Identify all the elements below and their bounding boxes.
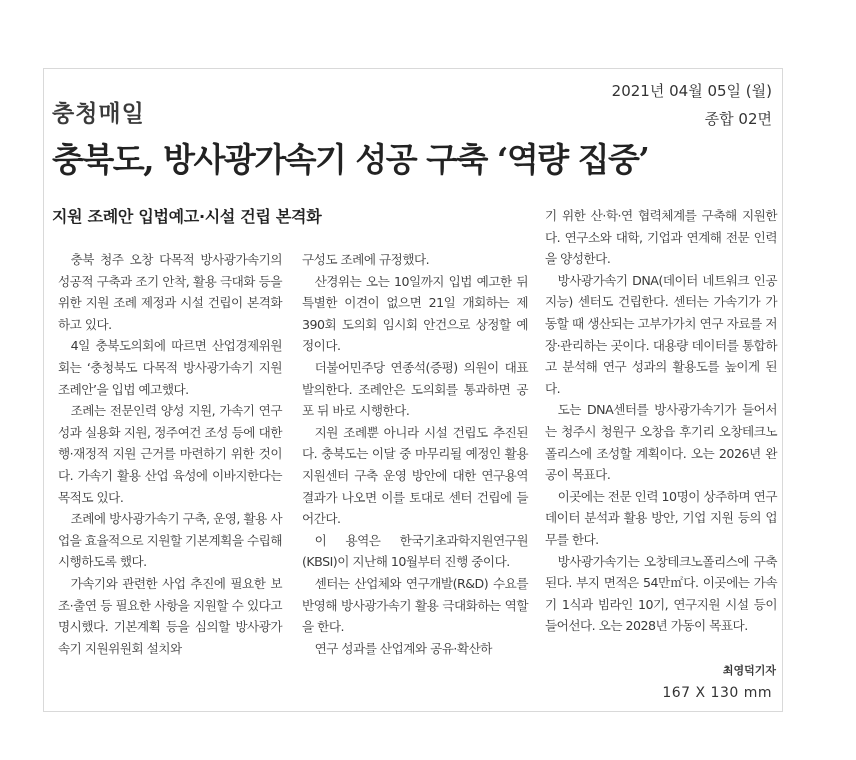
- newspaper-logo: 충청매일: [52, 100, 145, 127]
- page-section: 종합 02면: [704, 110, 772, 128]
- paragraph: 방사광가속기 DNA(데이터 네트워크 인공지능) 센터도 건립한다. 센터는 가속기가 가동할 때 생산되는 고부가가치 연구 자료를 저장·관리하는 곳이다. 대용량 데이터를 통합하고 분석해 연구 성과의 활용도를 높이게 된다.: [545, 272, 777, 396]
- paragraph: 산경위는 오는 10일까지 입법 예고한 뒤 특별한 이견이 없으면 21일 개회하는 제390회 도의회 임시회 안건으로 상정할 예정이다.: [302, 273, 528, 354]
- paragraph: 지원 조례뿐 아니라 시설 건립도 추진된다. 충북도는 이달 중 마무리될 예정인 활용지원센터 구축 운영 방안에 대한 연구용역 결과가 나오면 이를 토대로 센터 건립에 들어간다.: [302, 424, 528, 527]
- paragraph: 충북 청주 오창 다목적 방사광가속기의 성공적 구축과 조기 안착, 활용 극대화 등을 위한 지원 조례 제정과 시설 건립이 본격화하고 있다.: [58, 252, 282, 332]
- paragraph: 센터는 산업체와 연구개발(R&D) 수요를 반영해 방사광가속기 활용 극대화하는 역할을 한다.: [302, 575, 528, 635]
- subheadline: 지원 조례안 입법예고·시설 건립 본격화: [52, 207, 322, 226]
- article-column-2: [302, 249, 528, 659]
- paragraph: 이곳에는 전문 인력 10명이 상주하며 연구 데이터 분석과 활용 방안, 기업 지원 등의 업무를 한다.: [545, 488, 777, 547]
- article-column-1: [58, 249, 282, 659]
- paragraph: 조례에 방사광가속기 구축, 운영, 활용 사업을 효율적으로 지원할 기본계획을 수립해 시행하도록 했다.: [58, 511, 282, 570]
- clip-size: 167 X 130 mm: [662, 685, 772, 701]
- paragraph: 이 용역은 한국기초과학지원연구원(KBSI)이 지난해 10월부터 진행 중이다.: [302, 532, 528, 570]
- headline: 충북도, 방사광가속기 성공 구축 ‘역량 집중’: [52, 140, 649, 179]
- article-column-3: [545, 205, 777, 637]
- paragraph: 가속기와 관련한 사업 추진에 필요한 보조·출연 등 필요한 사항을 지원할 수 있다고 명시했다. 기본계획 등을 심의할 방사광가속기 지원위원회 설치와: [58, 575, 282, 656]
- paragraph: 방사광가속기는 오창테크노폴리스에 구축된다. 부지 면적은 54만㎡다. 이곳에는 가속기 1식과 빔라인 10기, 연구지원 시설 등이 들어선다. 오는 2028년 가동이 목표다.: [545, 553, 777, 634]
- paragraph: 조례는 전문인력 양성 지원, 가속기 연구성과 실용화 지원, 정주여건 조성 등에 대한 행·재정적 지원 근거를 마련하기 위한 것이다. 가속기 활용 산업 육성에 이바지한다는 목적도 있다.: [58, 403, 282, 505]
- paragraph: 4일 충북도의회에 따르면 산업경제위원회는 ‘충청북도 다목적 방사광가속기 지원 조례안’을 입법 예고했다.: [58, 338, 282, 397]
- publication-date: 2021년 04월 05일 (월): [611, 82, 772, 100]
- reporter-byline: 최영덕기자: [722, 664, 776, 677]
- paragraph: 더불어민주당 연종석(증평) 의원이 대표 발의한다. 조례안은 도의회를 통과하면 공포 뒤 바로 시행한다.: [302, 359, 528, 419]
- paragraph: 연구 성과를 산업계와 공유·확산하: [314, 640, 492, 656]
- paragraph: 기 위한 산·학·연 협력체계를 구축해 지원한다. 연구소와 대학, 기업과 연계해 전문 인력을 양성한다.: [545, 208, 777, 267]
- paragraph: 도는 DNA센터를 방사광가속기가 들어서는 청주시 청원구 오창읍 후기리 오창테크노폴리스에 조성할 계획이다. 오는 2026년 완공이 목표다.: [545, 402, 777, 483]
- paragraph: 구성도 조례에 규정했다.: [302, 252, 430, 267]
